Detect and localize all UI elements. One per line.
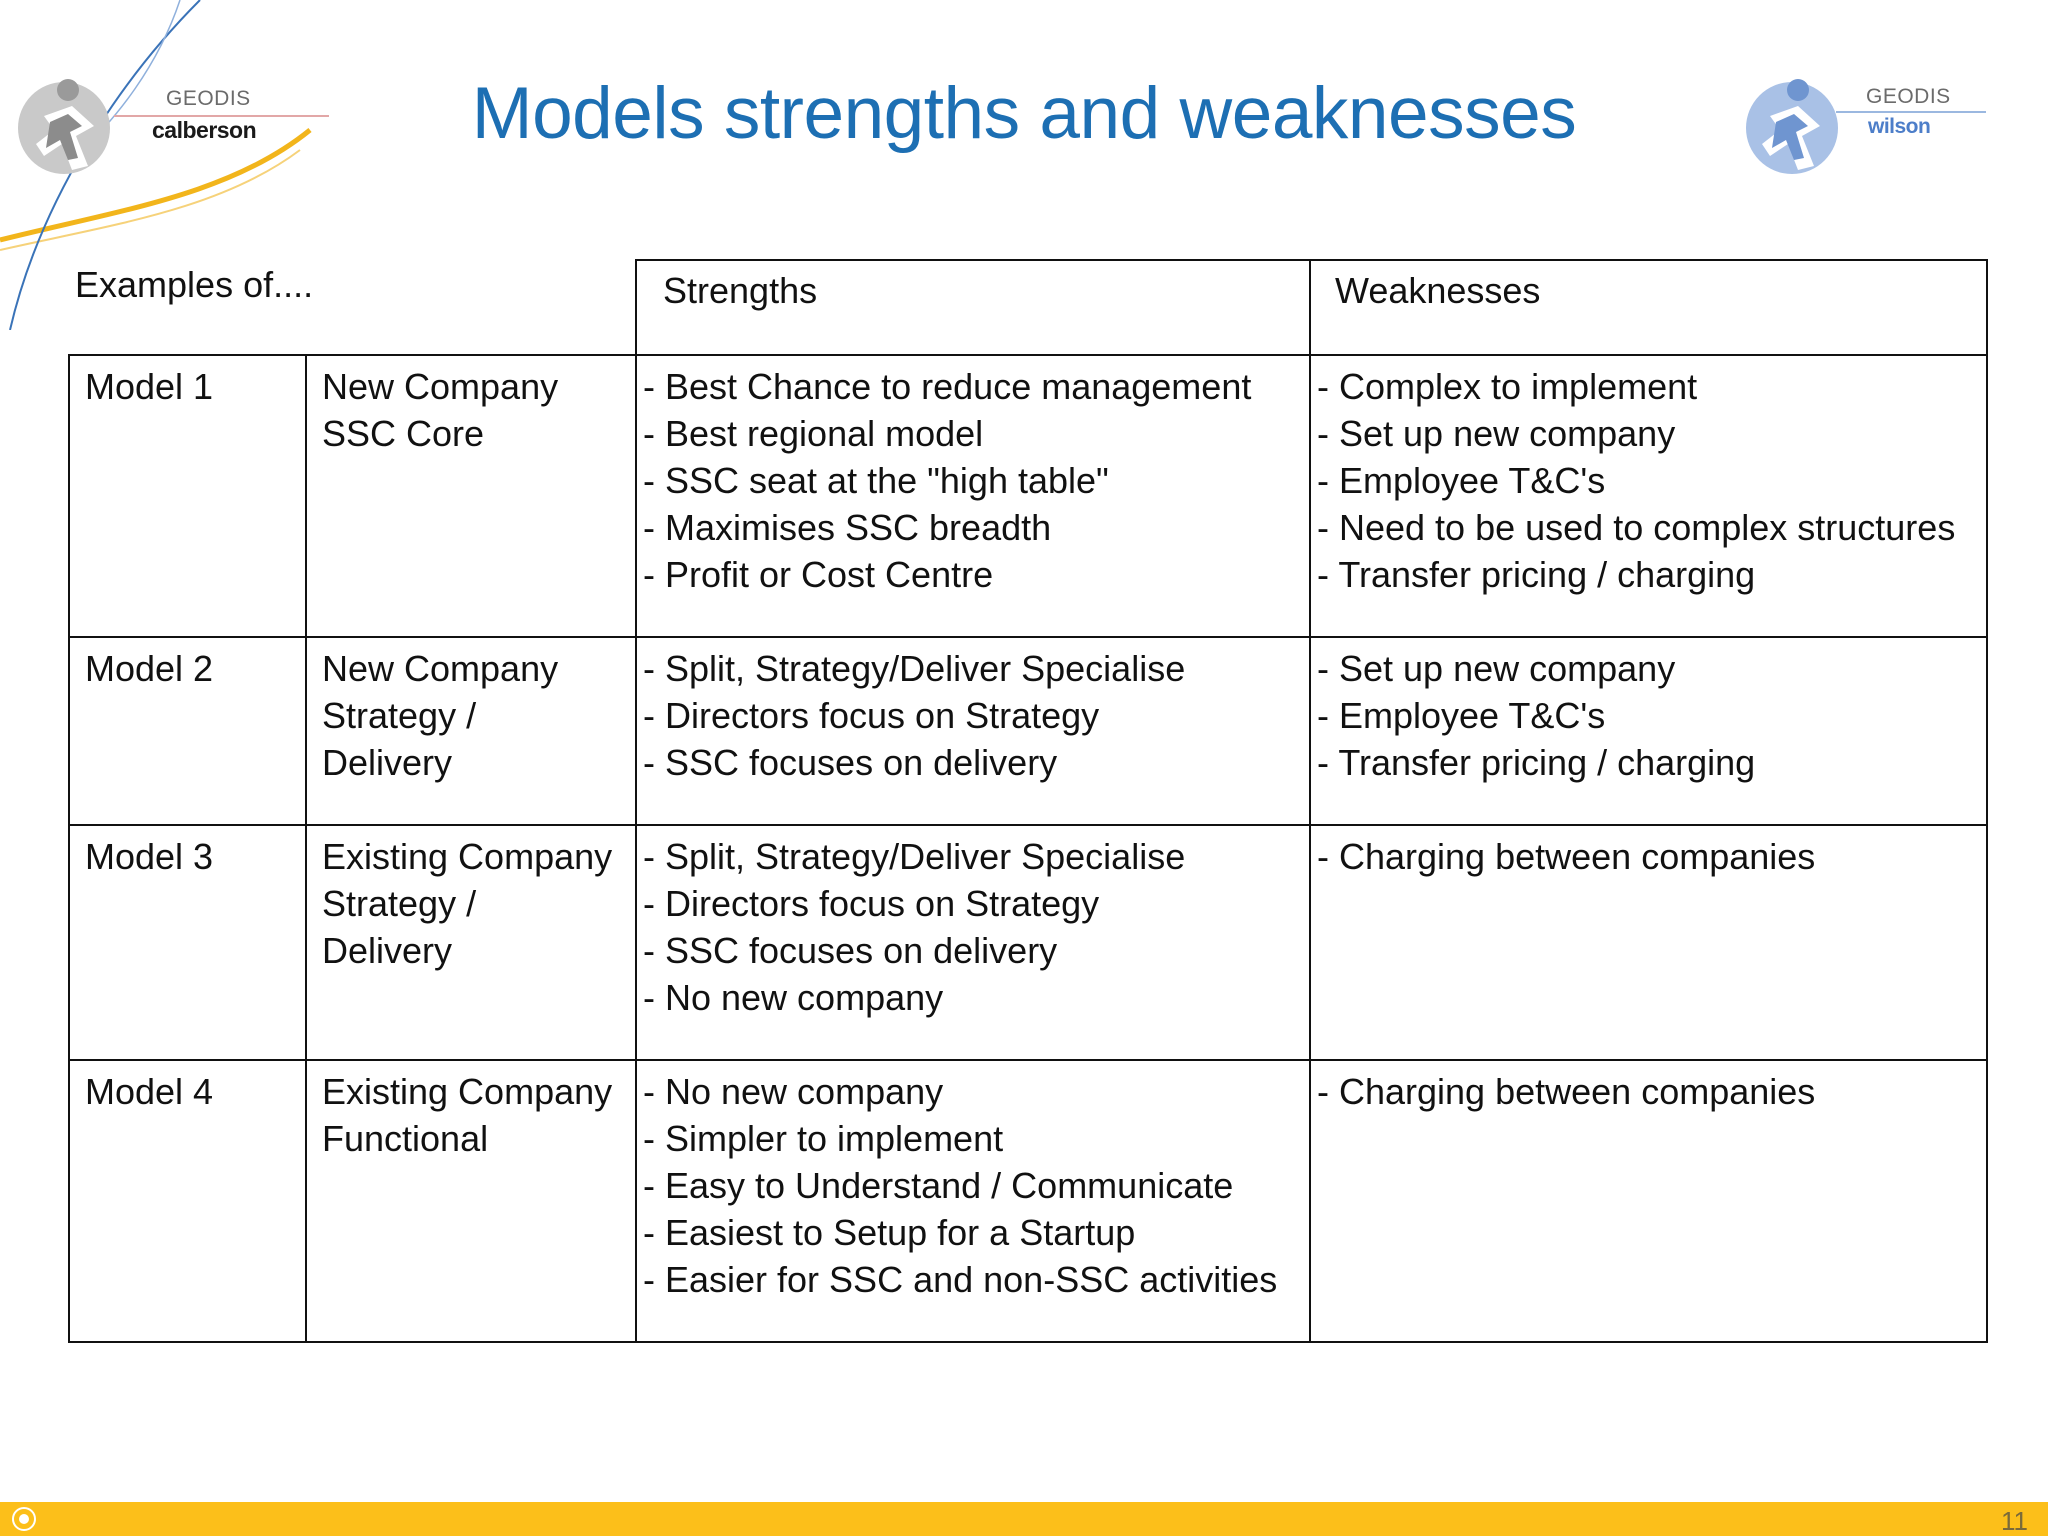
strength-item: - Easy to Understand / Communicate — [643, 1165, 1234, 1206]
strength-item: - Easiest to Setup for a Startup — [643, 1212, 1136, 1253]
category-line: Existing Company — [322, 836, 613, 877]
logo-brand-line1: GEODIS — [1866, 85, 1951, 108]
geodis-wilson-logo — [1740, 66, 1990, 196]
model-category — [306, 1060, 636, 1342]
category-line: Existing Company — [322, 1071, 613, 1112]
strength-item: - Directors focus on Strategy — [643, 883, 1100, 924]
strengths-list — [636, 355, 1310, 637]
weaknesses-list — [1310, 355, 1987, 637]
logo-brand-line2: calberson — [152, 117, 257, 143]
weakness-item: - Set up new company — [1317, 648, 1676, 689]
strength-item: - Best regional model — [643, 413, 984, 454]
slide-title: Models strengths and weaknesses — [471, 73, 1577, 154]
table-row — [69, 1060, 1987, 1342]
table-row — [69, 637, 1987, 825]
category-line: Strategy / — [322, 695, 477, 736]
category-line: SSC Core — [322, 413, 485, 454]
weakness-item: - Need to be used to complex structures — [1317, 507, 1956, 548]
weakness-item: - Complex to implement — [1317, 366, 1698, 407]
model-category — [306, 825, 636, 1060]
strength-item: - No new company — [643, 1071, 944, 1112]
table-row — [69, 825, 1987, 1060]
model-name: Model 2 — [69, 637, 306, 825]
logo-brand-line1: GEODIS — [166, 87, 251, 110]
category-line: Delivery — [322, 930, 453, 971]
category-line: Strategy / — [322, 883, 477, 924]
weaknesses-header: Weaknesses — [1310, 260, 1987, 355]
weakness-item: - Charging between companies — [1317, 836, 1816, 877]
category-line: New Company — [322, 648, 559, 689]
strength-item: - SSC focuses on delivery — [643, 742, 1058, 783]
strength-item: - Split, Strategy/Deliver Specialise — [643, 648, 1186, 689]
footer-logo-icon — [10, 1506, 38, 1532]
weakness-item: - Transfer pricing / charging — [1317, 554, 1756, 595]
model-name: Model 4 — [69, 1060, 306, 1342]
weakness-item: - Charging between companies — [1317, 1071, 1816, 1112]
table-header-row — [69, 260, 1987, 355]
strengths-list — [636, 637, 1310, 825]
model-category — [306, 637, 636, 825]
footer-bar — [0, 1502, 2048, 1536]
strength-item: - Directors focus on Strategy — [643, 695, 1100, 736]
logo-brand-line2: wilson — [1868, 115, 1931, 138]
strength-item: - No new company — [643, 977, 944, 1018]
header-corner — [69, 260, 306, 355]
wilson-figure-icon — [1740, 66, 1850, 186]
weakness-item: - Employee T&C's — [1317, 695, 1606, 736]
strength-item: - Easier for SSC and non-SSC activities — [643, 1259, 1278, 1300]
strength-item: - Maximises SSC breadth — [643, 507, 1052, 548]
weaknesses-list — [1310, 637, 1987, 825]
examples-label: Examples of.... — [75, 264, 314, 305]
weaknesses-list — [1310, 1060, 1987, 1342]
strength-item: - SSC seat at the "high table" — [643, 460, 1109, 501]
weakness-item: - Employee T&C's — [1317, 460, 1606, 501]
header-corner — [306, 260, 636, 355]
table-row — [69, 355, 1987, 637]
strength-item: - Split, Strategy/Deliver Specialise — [643, 836, 1186, 877]
weakness-item: - Transfer pricing / charging — [1317, 742, 1756, 783]
page-number: 11 — [2001, 1506, 2028, 1536]
strengths-list — [636, 825, 1310, 1060]
strengths-list — [636, 1060, 1310, 1342]
strength-item: - Profit or Cost Centre — [643, 554, 994, 595]
weakness-item: - Set up new company — [1317, 413, 1676, 454]
model-category — [306, 355, 636, 637]
strengths-header: Strengths — [636, 260, 1310, 355]
category-line: Delivery — [322, 742, 453, 783]
model-name: Model 1 — [69, 355, 306, 637]
strength-item: - Simpler to implement — [643, 1118, 1004, 1159]
strength-item: - SSC focuses on delivery — [643, 930, 1058, 971]
category-line: New Company — [322, 366, 559, 407]
models-table — [68, 259, 1988, 1343]
weaknesses-list — [1310, 825, 1987, 1060]
strength-item: - Best Chance to reduce management — [643, 366, 1252, 407]
model-name: Model 3 — [69, 825, 306, 1060]
logo-divider — [1836, 111, 1986, 113]
category-line: Functional — [322, 1118, 489, 1159]
